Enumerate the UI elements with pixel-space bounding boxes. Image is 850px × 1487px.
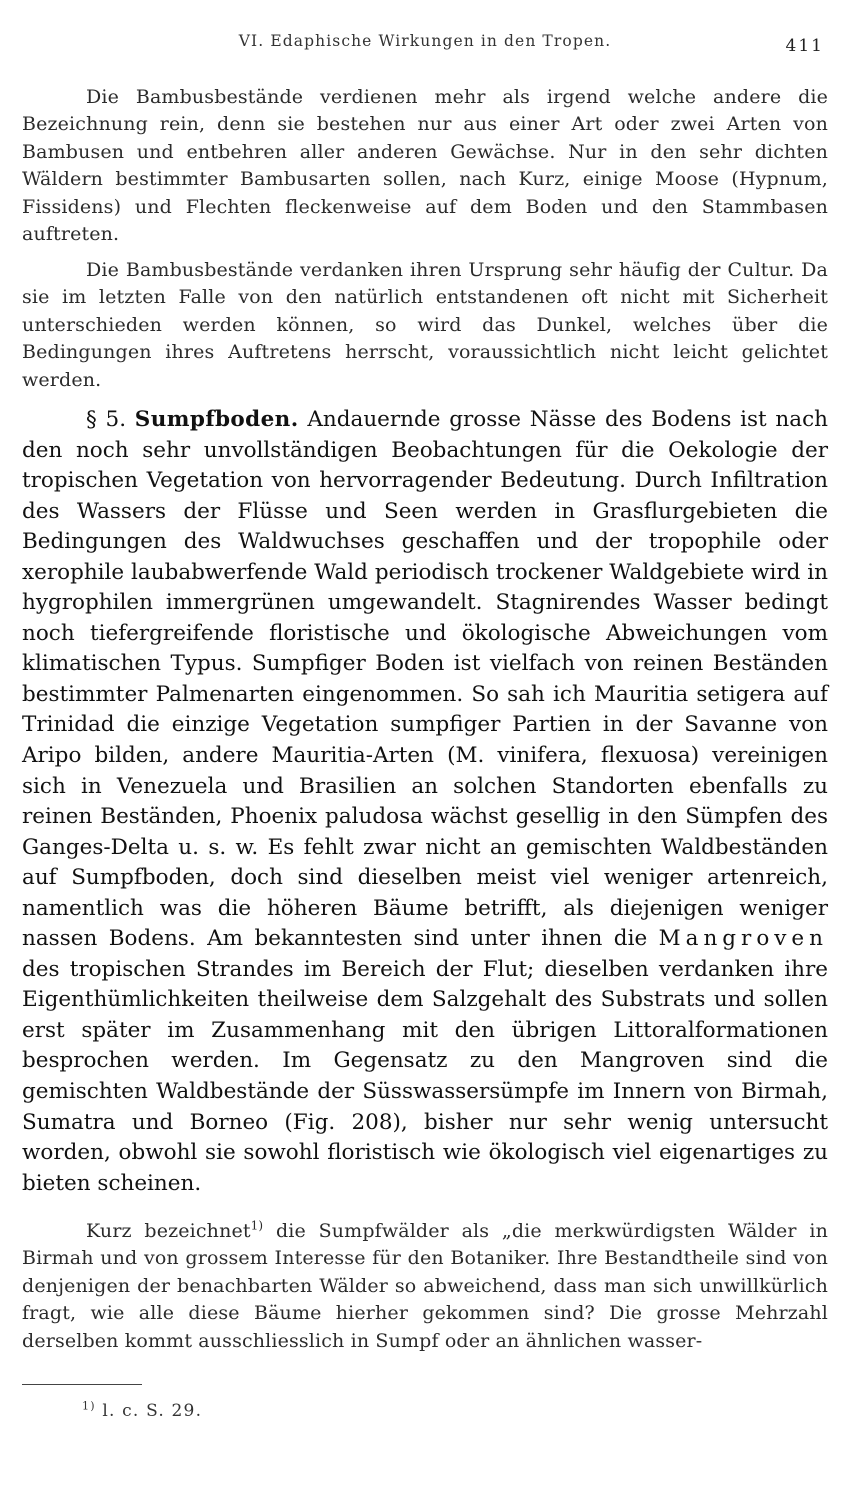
paragraph-bamboo-origin <box>22 257 828 394</box>
page-number: 411 <box>785 36 824 56</box>
spaced-term-mangroven: Mangroven <box>658 926 828 952</box>
paragraph-swamp-soil <box>22 405 828 1199</box>
section-sumpfboden <box>22 405 828 1199</box>
footnote-text: l. c. S. 29. <box>102 1401 203 1421</box>
paragraph-text <box>22 1218 828 1355</box>
section-heading: Sumpfboden. <box>134 407 299 432</box>
paragraph-bamboo-stands <box>22 84 828 248</box>
section-mark: § 5. <box>86 407 127 432</box>
running-title: VI. Edaphische Wirkungen in den Tropen. <box>238 32 612 50</box>
footnote-reference[interactable]: 1) <box>250 1218 264 1233</box>
footnote-marker: 1) <box>82 1399 96 1413</box>
footnote-divider <box>22 1384 142 1385</box>
paragraph-text-part-b: des tropischen Strandes im Bereich der Flut; dieselben verdanken ihre Eigenthümlichkeiten theilweise dem Salzgehalt des Substrats und sollen erst später im Zusammenhang mit den übrigen Littoralformationen besprochen werden. Im Gegensatz zu den Mangroven sind die gemischten Waldbestände der Süsswassersümpfe im Innern von Birmah, Sumatra und Borneo (Fig. 208), bisher nur sehr wenig untersucht worden, obwohl sie sowohl floristisch wie ökologisch viel eigenartiges zu bieten scheinen. <box>22 956 828 1196</box>
paragraph-text-part-b: die Sumpfwälder als „die merkwürdigsten Wälder in Birmah und von grossem Interesse für den Botaniker. Ihre Bestandtheile sind von denjenigen der benachbarten Wälder so abweichend, dass man sich unwillkürlich fragt, wie alle diese Bäume hierher gekommen sind? Die grosse Mehrzahl derselben kommt ausschliesslich in Sumpf oder an ähnlichen wasser- <box>22 1220 828 1352</box>
running-head <box>22 32 828 60</box>
paragraph-text-part-a: Kurz bezeichnet <box>86 1220 251 1242</box>
footnote <box>82 1401 202 1421</box>
paragraph-text: Die Bambusbestände verdanken ihren Ursprung sehr häufig der Cultur. Da sie im letzten Falle von den natürlich entstandenen oft nicht mit Sicherheit unterschieden werden können, so wird das Dunkel, welches über die Bedingungen ihres Auftretens herrscht, voraussichtlich nicht leicht gelichtet werden. <box>22 259 828 391</box>
paragraph-text-part-a: Andauernde grosse Nässe des Bodens ist nach den noch sehr unvollständigen Beobachtungen für die Oekologie der tropischen Vegetation von hervorragender Bedeutung. Durch Infiltration des Wassers der Flüsse und Seen werden in Grasflurgebieten die Bedingungen des Waldwuchses geschaffen und der tropophile oder xerophile laubabwerfende Wald periodisch trockener Waldgebiete wird in hygrophilen immergrünen umgewandelt. Stagnirendes Wasser bedingt noch tiefergreifende floristische und ökologische Abweichungen vom klimatischen Typus. Sumpfiger Boden ist vielfach von reinen Beständen bestimmter Palmenarten eingenommen. So sah ich Mauritia setigera auf Trinidad die einzige Vegetation sumpfiger Partien in der Savanne von Aripo bilden, andere Mauritia-Arten (M. vinifera, flexuosa) vereinigen sich in Venezuela und Brasilien an solchen Standorten ebenfalls zu reinen Beständen, Phoenix paludosa wächst gesellig in den Sümpfen des Ganges-Delta u. s. w. Es fehlt zwar nicht an gemischten Waldbeständen auf Sumpfboden, doch sind dieselben meist viel weniger artenreich, namentlich was die höheren Bäume betrifft, als diejenigen weniger nassen Bodens. Am bekanntesten sind unter ihnen die <box>22 407 828 952</box>
paragraph-kurz-quote <box>22 1218 828 1355</box>
paragraph-text: Die Bambusbestände verdienen mehr als irgend welche andere die Bezeichnung rein, denn sie bestehen nur aus einer Art oder zwei Arten von Bambusen und entbehren aller anderen Gewächse. Nur in den sehr dichten Wäldern bestimmter Bambusarten sollen, nach Kurz, einige Moose (Hypnum, Fissidens) und Flechten fleckenweise auf dem Boden und den Stammbasen auftreten. <box>22 86 828 246</box>
